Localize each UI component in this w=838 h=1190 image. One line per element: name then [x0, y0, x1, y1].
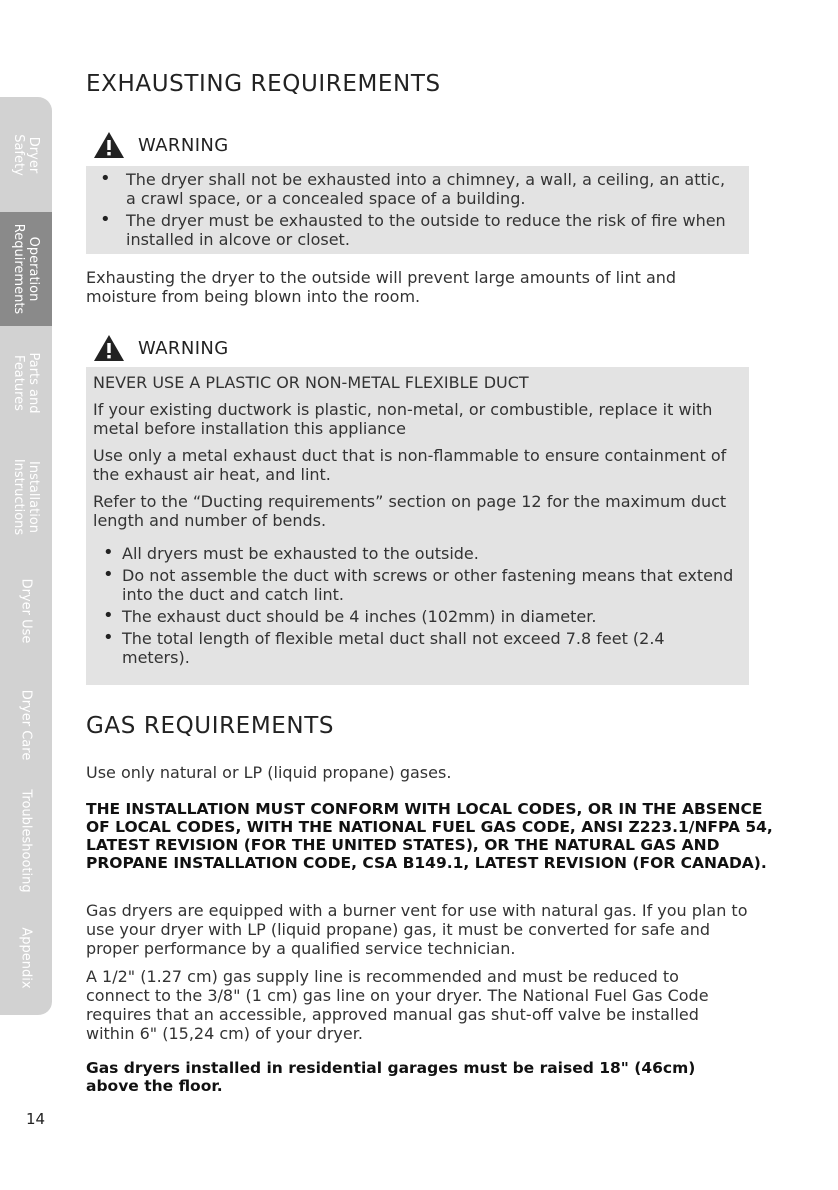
warning-triangle-icon: [92, 130, 126, 160]
tab-dryer-safety[interactable]: [0, 97, 52, 213]
tab-installation-instructions[interactable]: [0, 440, 52, 555]
tab-label: Appendix: [18, 926, 34, 989]
gas-paragraph-2: A 1/2" (1.27 cm) gas supply line is recommended and must be reduced to connect to the 3/8" (1 cm) gas line on your dryer. The National Fuel Gas Code requires that an accessible, approved manual gas shut-off valve be installed within 6" (15,24 cm) of your dryer.: [86, 967, 709, 1043]
warning-bullet: • The exhaust duct should be 4 inches (102mm) in diameter.: [93, 607, 735, 626]
warning-heading: NEVER USE A PLASTIC OR NON-METAL FLEXIBLE DUCT: [93, 373, 529, 392]
warning-bullet: • The total length of flexible metal duct shall not exceed 7.8 feet (2.4 meters).: [93, 629, 735, 667]
warning-label: WARNING: [138, 134, 229, 156]
warning-header-1: [92, 130, 229, 160]
warning-bullet: • Do not assemble the duct with screws or other fastening means that extend into the duct and catch lint.: [93, 566, 735, 604]
warning-box-1: [86, 166, 749, 254]
tab-label: Dryer Safety: [11, 133, 41, 176]
tab-operation-requirements[interactable]: [0, 212, 52, 327]
tab-dryer-care[interactable]: [0, 668, 52, 783]
page-number: 14: [26, 1110, 46, 1128]
exhausting-intro: Exhausting the dryer to the outside will prevent large amounts of lint and moisture from being blown into the room.: [86, 268, 677, 306]
tab-label: Parts and Features: [11, 352, 41, 414]
warning-header-2: [92, 333, 229, 363]
warning-box-2: [86, 367, 749, 685]
tab-label: Installation Instructions: [11, 458, 41, 536]
tab-label: Troubleshooting: [18, 789, 34, 893]
gas-garage-notice: Gas dryers installed in residential garages must be raised 18" (46cm) above the floor.: [86, 1059, 696, 1095]
warning-paragraph: Use only a metal exhaust duct that is non-flammable to ensure containment of the exhaust air heat, and lint.: [93, 446, 727, 484]
tab-appendix[interactable]: [0, 900, 52, 1016]
warning-paragraph: If your existing ductwork is plastic, non-metal, or combustible, replace it with metal before installation this appliance: [93, 400, 713, 438]
gas-code-notice: THE INSTALLATION MUST CONFORM WITH LOCAL CODES, OR IN THE ABSENCE OF LOCAL CODES, WITH THE NATIONAL FUEL GAS CODE, ANSI Z223.1/NFPA 54, LATEST REVISION (FOR THE UNITED STATES), OR THE NATURAL GAS AND PROPANE INSTALLATION CODE, CSA B149.1, LATEST REVISION (FOR CANADA).: [86, 800, 773, 872]
tab-troubleshooting[interactable]: [0, 782, 52, 901]
gas-paragraph-1: Gas dryers are equipped with a burner vent for use with natural gas. If you plan to use your dryer with LP (liquid propane) gas, it must be converted for safe and proper performance by a qualified service technician.: [86, 901, 748, 958]
warning-paragraph: Refer to the “Ducting requirements” section on page 12 for the maximum duct length and number of bends.: [93, 492, 727, 530]
gas-intro: Use only natural or LP (liquid propane) gases.: [86, 763, 452, 782]
warning-triangle-icon: [92, 333, 126, 363]
warning-bullet: • The dryer must be exhausted to the outside to reduce the risk of fire when installed in alcove or closet.: [90, 211, 729, 249]
tab-dryer-use[interactable]: [0, 554, 52, 669]
warning-bullet: • The dryer shall not be exhausted into a chimney, a wall, a ceiling, an attic, a crawl space, or a concealed space of a building.: [90, 170, 729, 208]
tab-label: Dryer Use: [18, 578, 34, 644]
tab-parts-and-features[interactable]: [0, 326, 52, 441]
section-title-exhausting: EXHAUSTING REQUIREMENTS: [86, 71, 441, 97]
warning-label: WARNING: [138, 337, 229, 359]
section-title-gas: GAS REQUIREMENTS: [86, 713, 335, 739]
warning-bullet: • All dryers must be exhausted to the outside.: [93, 544, 735, 563]
tab-label: Operation Requirements: [11, 223, 41, 315]
tab-label: Dryer Care: [18, 689, 34, 761]
